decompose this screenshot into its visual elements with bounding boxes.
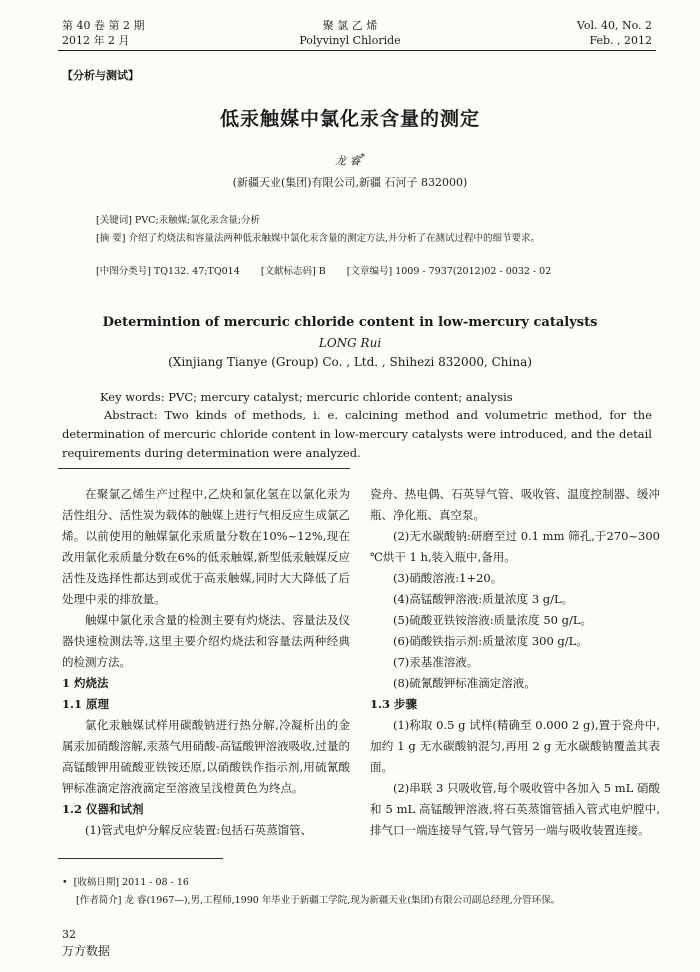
header-journal-cn: 聚 氯 乙 烯 [322, 19, 378, 32]
list-item: (5)硫酸亚铁铵溶液:质量浓度 50 g/L。 [393, 613, 592, 627]
document-code: [文献标志码] B [260, 266, 326, 277]
subsection-heading-1-1: 1.1 原理 [62, 697, 110, 711]
author-en: LONG Rui [318, 336, 382, 350]
title-cn: 低汞触媒中氯化汞含量的测定 [219, 108, 480, 130]
header-journal-en: Polyvinyl Chloride [299, 34, 401, 47]
footnote-received [62, 876, 189, 890]
body-right-column [370, 484, 660, 841]
list-item: (1)称取 0.5 g 试样(精确至 0.000 2 g),置于瓷舟中,加约 1 g 无水碳酸钠混匀,再用 2 g 无水碳酸钠覆盖其表面。 [370, 718, 660, 774]
class-number: [中图分类号] TQ132. 47;TQ014 [96, 266, 240, 277]
header-date-en: Feb. , 2012 [589, 34, 652, 47]
list-item: (7)汞基准溶液。 [393, 655, 479, 669]
received-date: [收稿日期] 2011 - 08 - 16 [73, 877, 189, 888]
list-item: (2)串联 3 只吸收管,每个吸收管中各加入 5 mL 硝酸和 5 mL 高锰酸钾溶液,将石英蒸馏管插入管式电炉膛中,排气口一端连接导气管,导气管另一端与吸收装置连接。 [370, 781, 660, 837]
header-date-cn: 2012 年 2 月 [62, 34, 130, 47]
header-volume-en: Vol. 40, No. 2 [576, 19, 652, 32]
keywords-cn: [关键词] PVC;汞触媒;氯化汞含量;分析 [96, 215, 261, 226]
paragraph: 触媒中氯化汞含量的检测主要有灼烧法、容量法及仪器快速检测法等,这里主要介绍灼烧法和容量法两种经典的检测方法。 [62, 613, 350, 669]
paragraph: (1)管式电炉分解反应装置:包括石英蒸馏管、 [85, 823, 313, 837]
paragraph: 氯化汞触媒试样用碳酸钠进行热分解,冷凝析出的金属汞加硝酸溶解,汞蒸气用硝酸-高锰酸钾溶液吸收,过量的高锰酸钾用硫酸亚铁铵还原,以硝酸铁作指示剂,用硫氰酸钾标准滴定溶液滴定至溶液呈浅橙黄色为终点。 [62, 718, 350, 795]
abstract-divider [58, 468, 350, 469]
list-item: (2)无水碳酸钠:研磨至过 0.1 mm 筛孔,于270~300 ℃烘干 1 h,装入瓶中,备用。 [370, 529, 660, 564]
section-heading-1: 1 灼烧法 [62, 676, 109, 690]
list-item: (4)高锰酸钾溶液:质量浓度 3 g/L。 [393, 592, 574, 606]
watermark: 万方数据 [62, 944, 111, 958]
header-volume-cn: 第 40 卷 第 2 期 [62, 19, 145, 32]
list-item: (8)硫氰酸钾标准滴定溶液。 [393, 676, 536, 690]
body-left-column [62, 484, 350, 841]
affiliation-cn: (新疆天业(集团)有限公司,新疆 石河子 832000) [232, 176, 468, 189]
author-cn [0, 152, 700, 169]
abstract-cn: [摘 要] 介绍了灼烧法和容量法两种低汞触媒中氯化汞含量的测定方法,并分析了在测试过程中的细节要求。 [96, 233, 540, 244]
author-name-cn: 龙 睿 [334, 154, 361, 168]
footnote-author-bio: [作者简介] 龙 睿(1967—),男,工程师,1990 年毕业于新疆工学院,现为新疆天业(集团)有限公司副总经理,分管环保。 [76, 895, 561, 906]
classification-line [96, 265, 656, 279]
paragraph: 在聚氯乙烯生产过程中,乙炔和氯化氢在以氯化汞为活性组分、活性炭为载体的触媒上进行气相反应生成氯乙烯。以前使用的触媒氯化汞质量分数在10%~12%,现在改用氯化汞质量分数在6%的低汞触媒,新型低汞触媒反应活性及选择性都达到或优于高汞触媒,同时大大降低了后处理中汞的排放量。 [62, 487, 350, 606]
section-tag: 【分析与测试】 [62, 69, 139, 82]
abstract-en: Abstract: Two kinds of methods, i. e. calcining method and volumetric method, for the determination of mercuric chloride content in low-mercury catalysts were introduced, and the detail requirements during determination were analyzed. [62, 408, 652, 460]
list-item: (6)硝酸铁指示剂:质量浓度 300 g/L。 [393, 634, 588, 648]
header-right [577, 18, 652, 48]
author-footnote-mark: * [360, 152, 366, 163]
affiliation-en: (Xinjiang Tianye (Group) Co. , Ltd. , Shihezi 832000, China) [168, 355, 532, 369]
article-number: [文章编号] 1009 - 7937(2012)02 - 0032 - 02 [346, 266, 552, 277]
keywords-en: Key words: PVC; mercury catalyst; mercuric chloride content; analysis [100, 390, 513, 404]
paragraph: 瓷舟、热电偶、石英导气管、吸收管、温度控制器、缓冲瓶、净化瓶、真空泵。 [370, 487, 660, 522]
list-item: (3)硝酸溶液:1+20。 [393, 571, 503, 585]
header-divider [58, 50, 656, 51]
subsection-heading-1-3: 1.3 步骤 [370, 697, 418, 711]
subsection-heading-1-2: 1.2 仪器和试剂 [62, 802, 144, 816]
title-en: Determintion of mercuric chloride content in low-mercury catalysts [102, 315, 598, 330]
page-number: 32 [62, 928, 76, 941]
footnote-bullet: • [62, 877, 68, 888]
footnote-divider [58, 858, 223, 859]
